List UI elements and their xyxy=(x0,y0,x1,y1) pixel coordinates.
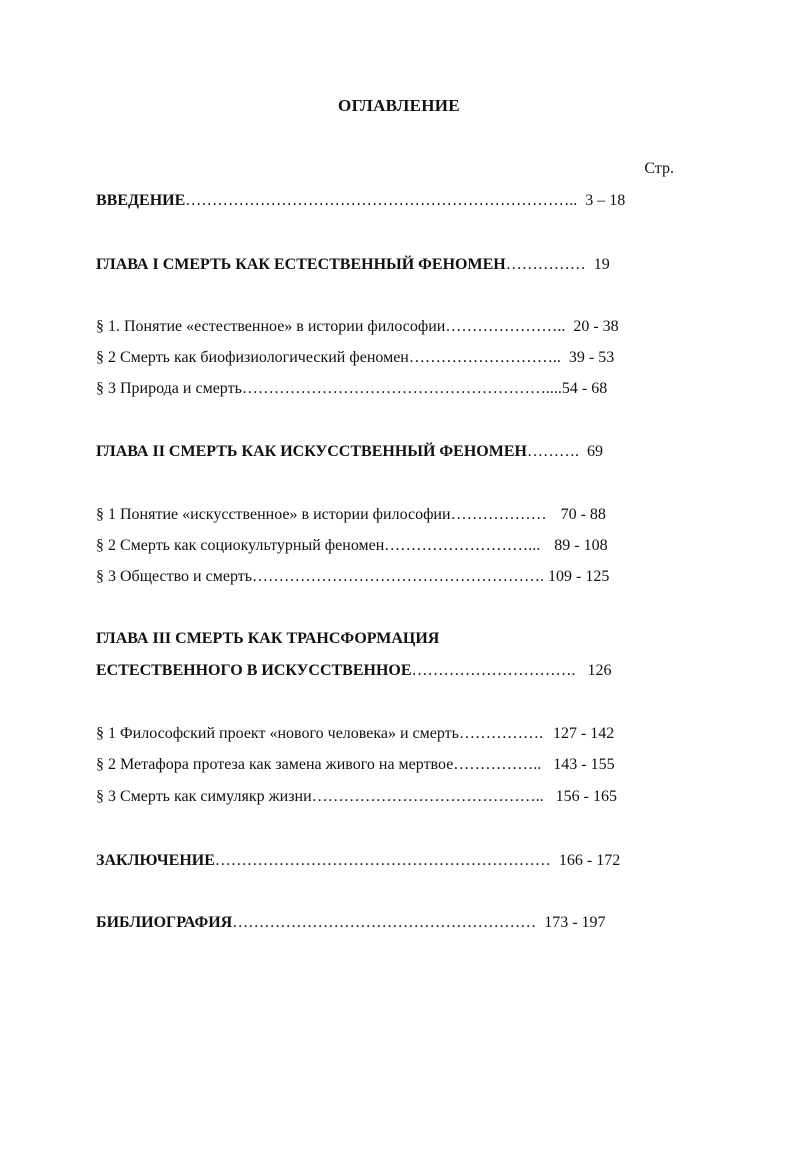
toc-entry-label: ГЛАВА II СМЕРТЬ КАК ИСКУССТВЕННЫЙ ФЕНОМЕН xyxy=(96,443,527,460)
toc-leader-dots: ……………… xyxy=(450,506,547,523)
toc-leader-dots: ……………………….. xyxy=(408,349,561,366)
toc-entry-section-1-1[interactable] xyxy=(96,318,619,336)
toc-leader-dots: ……………………………………………………………….. xyxy=(185,192,578,209)
toc-entry-pages: 70 - 88 xyxy=(560,506,606,523)
toc-entry-pages: 54 - 68 xyxy=(561,380,608,397)
toc-entry-label: § 2 Метафора протеза как замена живого на мертвое xyxy=(96,756,454,773)
toc-entry-section-2-2[interactable] xyxy=(96,537,608,555)
toc-entry-label: § 3 Природа и смерть xyxy=(96,380,242,397)
toc-leader-dots: …………………………………….. xyxy=(311,788,544,805)
toc-entry-section-3-1[interactable] xyxy=(96,725,614,743)
toc-entry-pages: 127 - 142 xyxy=(552,725,615,742)
toc-leader-dots: ………. xyxy=(526,443,579,460)
toc-entry-pages: 156 - 165 xyxy=(555,788,617,805)
toc-entry-bibliography[interactable] xyxy=(96,914,606,932)
toc-entry-chapter-3-line1[interactable] xyxy=(96,630,439,648)
toc-entry-pages: 166 - 172 xyxy=(558,852,621,869)
toc-leader-dots: ………………………………………………… xyxy=(232,914,537,931)
toc-entry-label: § 2 Смерть как биофизиологический феномен xyxy=(96,349,409,366)
toc-entry-section-1-2[interactable] xyxy=(96,349,614,367)
toc-leader-dots: …………………………. xyxy=(411,662,576,679)
toc-entry-pages: 173 - 197 xyxy=(544,914,606,931)
toc-entry-pages: 3 – 18 xyxy=(585,192,626,209)
toc-entry-label: БИБЛИОГРАФИЯ xyxy=(96,914,233,931)
toc-entry-conclusion[interactable] xyxy=(96,852,620,870)
toc-leader-dots: ……………. xyxy=(458,725,543,742)
toc-entry-section-2-3[interactable] xyxy=(96,568,609,586)
toc-entry-pages: 143 - 155 xyxy=(553,756,615,773)
toc-entry-label: § 1 Понятие «искусственное» в истории философии xyxy=(96,506,451,523)
toc-entry-pages: 109 - 125 xyxy=(548,568,610,585)
page-column-label: Стр. xyxy=(644,160,674,177)
toc-entry-pages: 20 - 38 xyxy=(573,318,619,335)
toc-entry-section-1-3[interactable] xyxy=(96,380,607,398)
toc-entry-label: ВВЕДЕНИЕ xyxy=(96,192,186,209)
toc-entry-label: § 2 Смерть как социокультурный феномен xyxy=(96,537,385,554)
toc-heading: ОГЛАВЛЕНИЕ xyxy=(338,96,460,115)
toc-leader-dots: …………….. xyxy=(453,756,542,773)
toc-leader-dots: ………………….. xyxy=(445,318,566,335)
toc-entry-section-2-1[interactable] xyxy=(96,506,606,524)
toc-leader-dots: ………………………... xyxy=(384,537,541,554)
toc-entry-pages: 39 - 53 xyxy=(568,349,615,366)
toc-entry-label: ГЛАВА I СМЕРТЬ КАК ЕСТЕСТВЕННЫЙ ФЕНОМЕН xyxy=(96,256,506,273)
toc-entry-section-3-2[interactable] xyxy=(96,756,615,774)
toc-entry-label: ЕСТЕСТВЕННОГО В ИСКУССТВЕННОЕ xyxy=(96,662,412,679)
toc-entry-chapter-2[interactable] xyxy=(96,443,603,461)
toc-leader-dots: ………………………………………………….... xyxy=(241,380,562,397)
toc-entry-pages: 126 xyxy=(587,662,612,679)
toc-leader-dots: …………… xyxy=(505,256,586,273)
toc-entry-label: § 3 Смерть как симулякр жизни xyxy=(96,788,312,805)
toc-entry-section-3-3[interactable] xyxy=(96,788,617,806)
toc-entry-label: ЗАКЛЮЧЕНИЕ xyxy=(96,852,215,869)
toc-entry-label: ГЛАВА III СМЕРТЬ КАК ТРАНСФОРМАЦИЯ xyxy=(96,630,440,647)
toc-leader-dots: ………………………………………………. xyxy=(252,568,545,585)
toc-entry-label: § 1. Понятие «естественное» в истории философии xyxy=(96,318,446,335)
toc-entry-chapter-1[interactable] xyxy=(96,256,610,274)
toc-entry-introduction[interactable] xyxy=(96,192,625,210)
toc-entry-chapter-3[interactable] xyxy=(96,662,612,680)
toc-entry-pages: 69 xyxy=(586,443,603,460)
toc-leader-dots: ……………………………………………………… xyxy=(214,852,551,869)
toc-entry-label: § 3 Общество и смерть xyxy=(96,568,253,585)
toc-entry-pages: 89 - 108 xyxy=(554,537,608,554)
toc-entry-label: § 1 Философский проект «нового человека» и смерть xyxy=(96,725,459,742)
toc-entry-pages: 19 xyxy=(593,256,610,273)
